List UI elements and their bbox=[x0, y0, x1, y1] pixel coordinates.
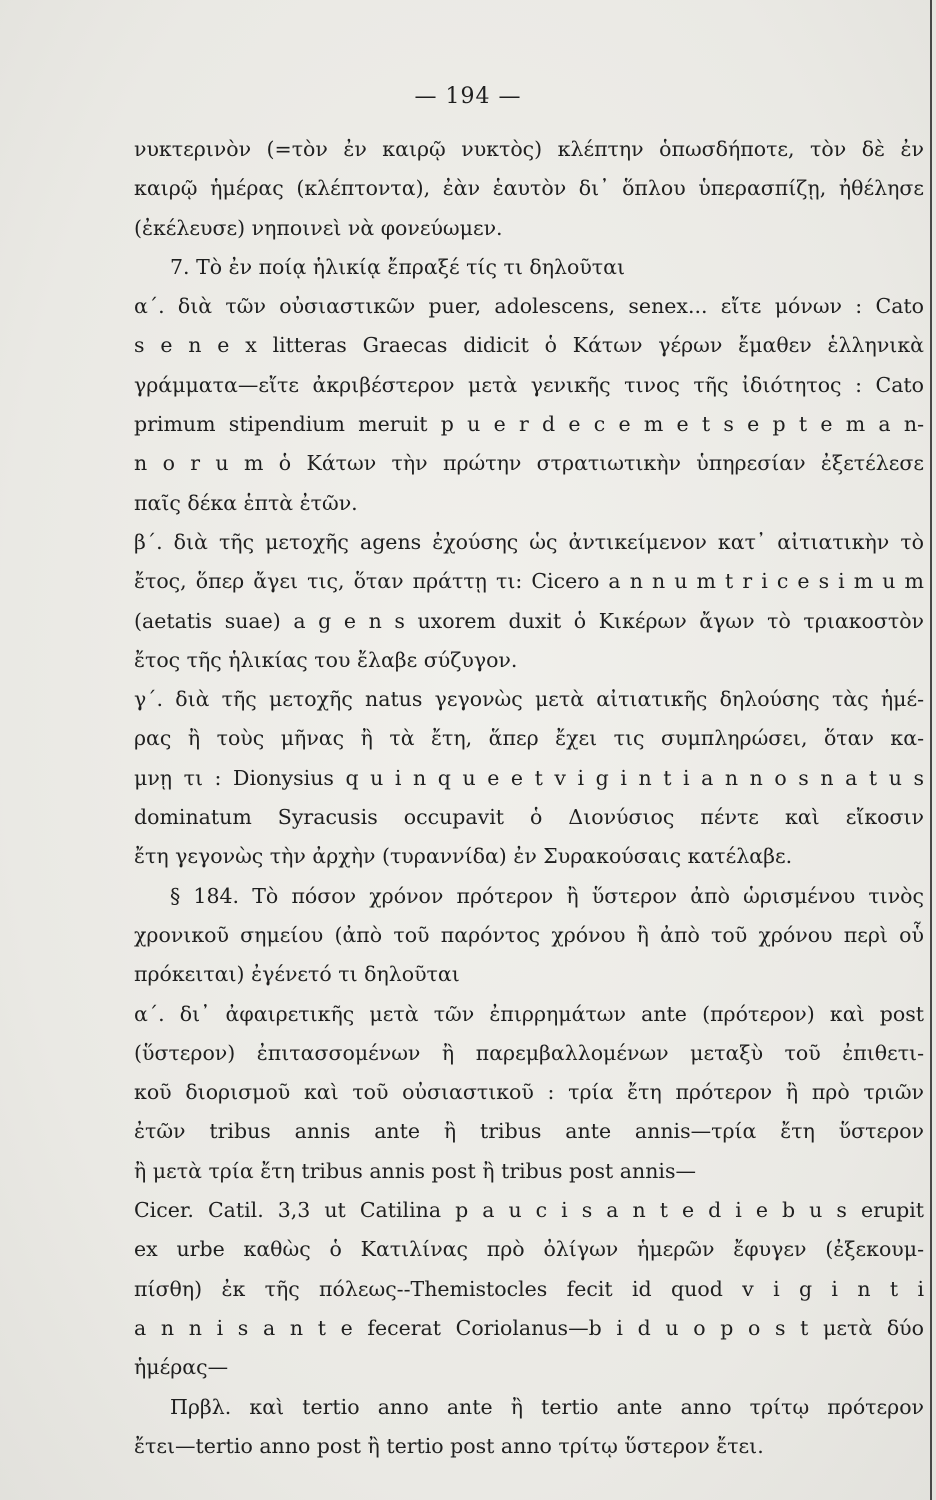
text-line: Πρβλ. καὶ tertio anno ante ἢ tertio ante anno τρίτῳ πρότερον bbox=[170, 1394, 924, 1419]
text-line: ἔτη γεγονὼς τὴν ἀρχὴν (τυραννίδα) ἐν Συρακούσαις κατέλαβε. bbox=[134, 844, 793, 869]
body-text bbox=[134, 130, 924, 1466]
text-line: γ΄. διὰ τῆς μετοχῆς natus γεγονὼς μετὰ αἰτιατικῆς δηλούσης τὰς ἡμέ- bbox=[134, 687, 924, 712]
page-number: — 194 — bbox=[414, 84, 522, 109]
text-line: μνῃ τι : Dionysius q u i n q u e e t v i g i n t i a n n o s n a t u s bbox=[134, 765, 924, 790]
text-line: πίσθη) ἐκ τῆς πόλεως--Themistocles fecit id quod v i g i n t i bbox=[134, 1276, 924, 1301]
text-line: ἢ μετὰ τρία ἔτη tribus annis post ἢ tribus post annis— bbox=[134, 1158, 696, 1183]
text-line: n o r u m ὁ Κάτων τὴν πρώτην στρατιωτικὴν ὑπηρεσίαν ἐξετέλεσε bbox=[134, 451, 924, 476]
text-line: νυκτερινὸν (=τὸν ἐν καιρῷ νυκτὸς) κλέπτην ὁπωσδήποτε, τὸν δὲ ἐν bbox=[134, 137, 924, 161]
text-line: Cicer. Catil. 3,3 ut Catilina p a u c i s a n t e d i e b u s erupit bbox=[134, 1198, 924, 1223]
text-line: α΄. δι᾽ ἀφαιρετικῆς μετὰ τῶν ἐπιρρημάτων ante (πρότερον) καὶ post bbox=[134, 1001, 924, 1026]
text-line: ἐτῶν tribus annis ante ἢ tribus ante annis—τρία ἔτη ὕστερον bbox=[134, 1119, 924, 1144]
text-line: α΄. διὰ τῶν οὐσιαστικῶν puer, adolescens, senex... εἴτε μόνων : Cato bbox=[134, 294, 924, 319]
text-line: ἡμέρας— bbox=[134, 1355, 229, 1380]
text-line: (ἐκέλευσε) νηποινεὶ νὰ φονεύωμεν. bbox=[134, 215, 503, 240]
text-line: s e n e x litteras Graecas didicit ὁ Κάτων γέρων ἔμαθεν ἑλληνικὰ bbox=[134, 333, 924, 358]
text-line: ρας ἢ τοὺς μῆνας ἢ τὰ ἔτη, ἅπερ ἔχει τις συμπληρώσει, ὅταν κα- bbox=[134, 726, 924, 751]
text-line: κοῦ διορισμοῦ καὶ τοῦ οὐσιαστικοῦ : τρία ἔτη πρότερον ἢ πρὸ τριῶν bbox=[134, 1080, 924, 1105]
text-line: (aetatis suae) a g e n s uxorem duxit ὁ Κικέρων ἄγων τὸ τριακοστὸν bbox=[134, 608, 924, 633]
text-line: primum stipendium meruit p u e r d e c e m e t s e p t e m a n- bbox=[134, 412, 924, 437]
text-line: (ὕστερον) ἐπιτασσομένων ἢ παρεμβαλλομένων μεταξὺ τοῦ ἐπιθετι- bbox=[134, 1040, 924, 1065]
page-edge-line bbox=[930, 0, 932, 1500]
text-line: ex urbe καθὼς ὁ Κατιλίνας πρὸ ὀλίγων ἡμερῶν ἔφυγεν (ἐξεκουμ- bbox=[134, 1237, 924, 1262]
text-line: χρονικοῦ σημείου (ἀπὸ τοῦ παρόντος χρόνου ἢ ἀπὸ τοῦ χρόνου περὶ οὗ bbox=[134, 922, 924, 947]
text-line: ἔτος, ὅπερ ἄγει τις, ὅταν πράττῃ τι: Cicero a n n u m t r i c e s i m u m bbox=[134, 569, 924, 594]
text-line: 7. Τὸ ἐν ποίᾳ ἡλικίᾳ ἔπραξέ τίς τι δηλοῦται bbox=[170, 254, 626, 279]
text-line: dominatum Syracusis occupavit ὁ Διονύσιος πέντε καὶ εἴκοσιν bbox=[134, 805, 924, 830]
text-line: γράμματα—εἴτε ἀκριβέστερον μετὰ γενικῆς τινος τῆς ἰδιότητος : Cato bbox=[134, 372, 924, 397]
text-line: β΄. διὰ τῆς μετοχῆς agens ἐχούσης ὡς ἀντικείμενον κατ᾽ αἰτιατικὴν τὸ bbox=[134, 529, 924, 554]
text-line: § 184. Τὸ πόσον χρόνον πρότερον ἢ ὕστερον ἀπὸ ὡρισμένου τινὸς bbox=[170, 883, 924, 908]
text-line: ἔτος τῆς ἡλικίας του ἔλαβε σύζυγον. bbox=[134, 647, 518, 672]
text-line: παῖς δέκα ἑπτὰ ἐτῶν. bbox=[134, 490, 358, 515]
text-line: καιρῷ ἡμέρας (κλέπτοντα), ἐὰν ἑαυτὸν δι᾽ ὅπλου ὑπερασπίζῃ, ἠθέλησε bbox=[134, 176, 924, 201]
text-line: a n n i s a n t e fecerat Coriolanus—b i d u o p o s t μετὰ δύο bbox=[134, 1315, 924, 1340]
text-line: ἔτει—tertio anno post ἢ tertio post anno τρίτῳ ὕστερον ἔτει. bbox=[134, 1433, 764, 1458]
text-line: πρόκειται) ἐγένετό τι δηλοῦται bbox=[134, 962, 460, 987]
